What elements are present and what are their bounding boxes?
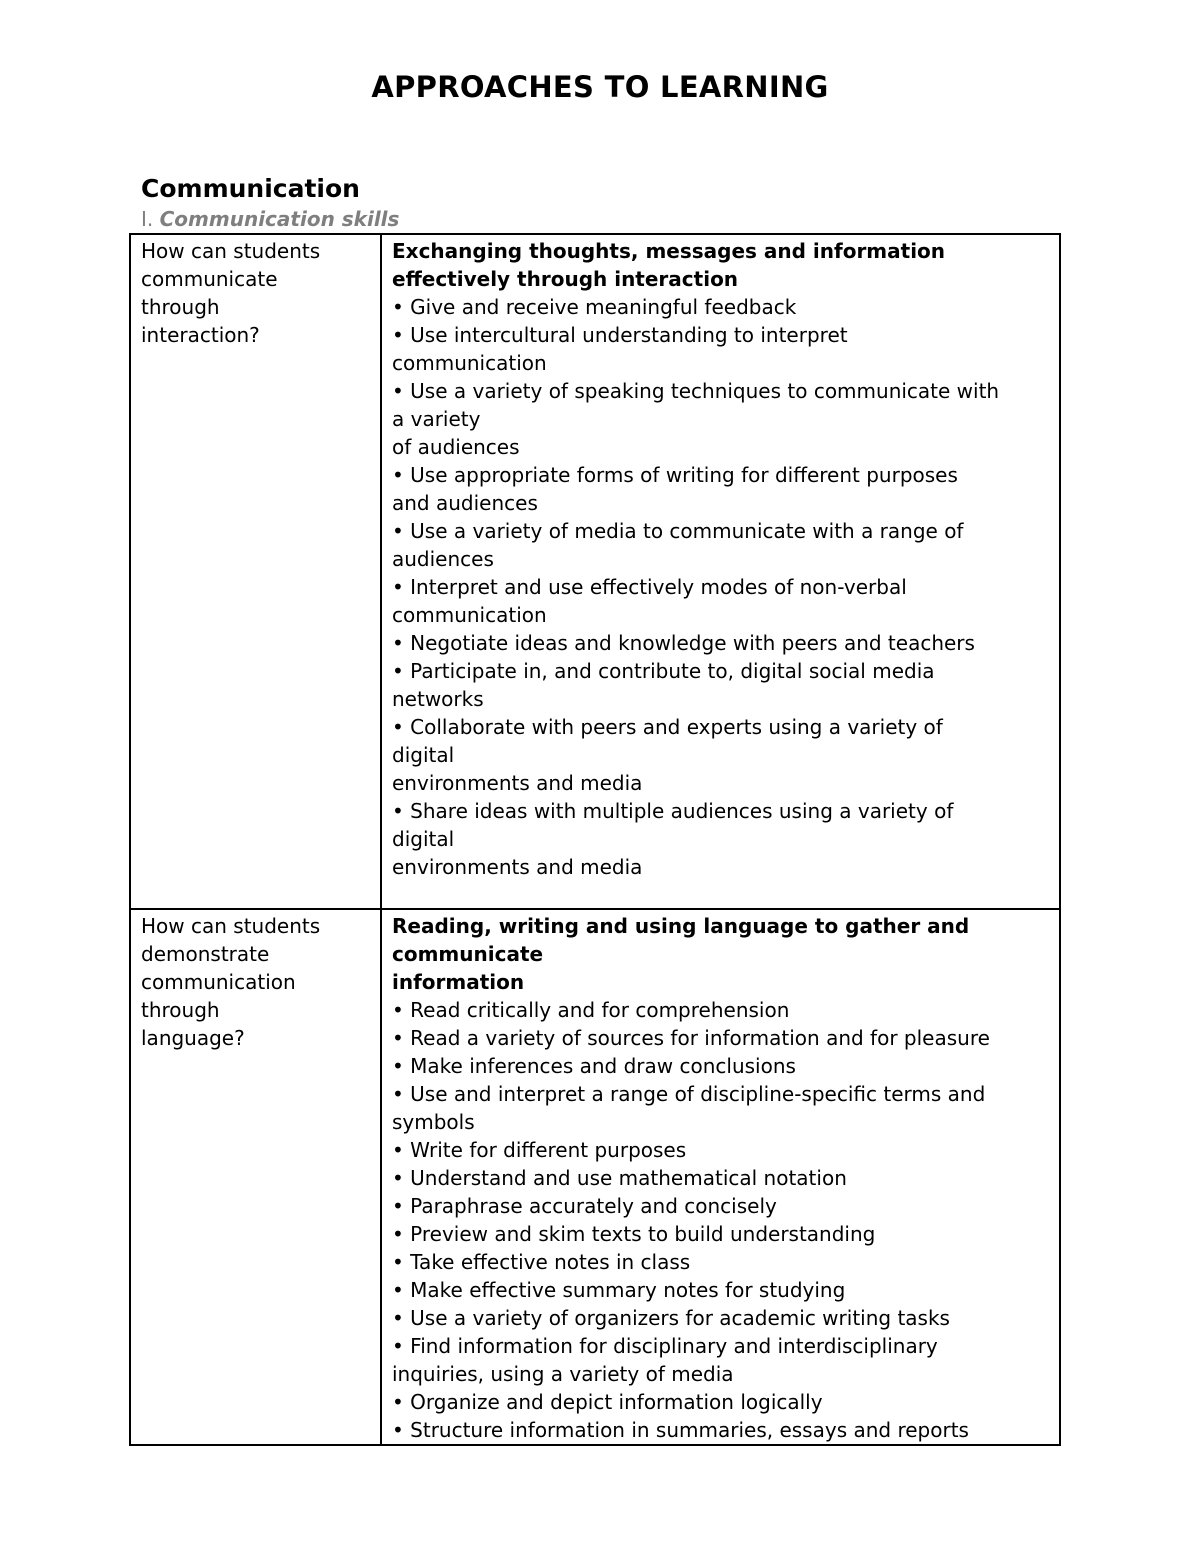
question-cell (130, 909, 381, 1445)
skill-line: • Structure information in summaries, essays and reports (392, 1418, 969, 1442)
page-title: APPROACHES TO LEARNING (371, 70, 829, 104)
subsection-number: I. (141, 207, 154, 231)
question-line: demonstrate (141, 942, 270, 966)
skill-line: communication (392, 603, 547, 627)
skill-line: a variety (392, 407, 481, 431)
skill-line: • Participate in, and contribute to, digital social media (392, 659, 935, 683)
question-line: communication (141, 970, 296, 994)
question-line: language? (141, 1026, 245, 1050)
skills-cell (381, 234, 1060, 909)
skill-line: • Use appropriate forms of writing for different purposes (392, 463, 958, 487)
skill-line: communication (392, 351, 547, 375)
skills-table (129, 233, 1061, 1446)
skill-line: • Share ideas with multiple audiences using a variety of (392, 799, 954, 823)
table-row (130, 909, 1060, 1445)
skill-line: • Use and interpret a range of discipline-specific terms and (392, 1082, 986, 1106)
skill-line: inquiries, using a variety of media (392, 1362, 734, 1386)
question-line: communicate (141, 267, 278, 291)
skill-line: • Interpret and use effectively modes of non-verbal (392, 575, 907, 599)
skill-line: • Use a variety of speaking techniques to communicate with (392, 379, 1000, 403)
subsection-heading (141, 207, 399, 231)
skill-line: environments and media (392, 771, 643, 795)
skill-line: • Make effective summary notes for studying (392, 1278, 846, 1302)
skill-line: environments and media (392, 855, 643, 879)
skill-line: • Write for different purposes (392, 1138, 687, 1162)
skill-heading: communicate (392, 942, 544, 966)
skill-line: • Use a variety of media to communicate with a range of (392, 519, 964, 543)
skill-line: • Read critically and for comprehension (392, 998, 790, 1022)
skill-line: • Give and receive meaningful feedback (392, 295, 797, 319)
skill-line: • Make inferences and draw conclusions (392, 1054, 796, 1078)
skill-line: • Use a variety of organizers for academic writing tasks (392, 1306, 950, 1330)
skill-line: • Read a variety of sources for information and for pleasure (392, 1026, 990, 1050)
skill-line: • Find information for disciplinary and interdisciplinary (392, 1334, 938, 1358)
skill-line: of audiences (392, 435, 520, 459)
question-line: through (141, 295, 220, 319)
skill-heading: information (392, 970, 525, 994)
subsection-label: Communication skills (159, 207, 400, 231)
skill-line: audiences (392, 547, 494, 571)
skills-cell (381, 909, 1060, 1445)
question-line: through (141, 998, 220, 1022)
skill-line: • Organize and depict information logically (392, 1390, 823, 1414)
skill-line: networks (392, 687, 484, 711)
question-cell (130, 234, 381, 909)
skill-line: • Paraphrase accurately and concisely (392, 1194, 777, 1218)
section-heading: Communication (141, 174, 360, 203)
skill-line: digital (392, 827, 455, 851)
skill-heading: effectively through interaction (392, 267, 739, 291)
skill-line: • Preview and skim texts to build understanding (392, 1222, 876, 1246)
question-line: How can students (141, 914, 321, 938)
question-line: How can students (141, 239, 321, 263)
skill-line: digital (392, 743, 455, 767)
skill-line: • Understand and use mathematical notation (392, 1166, 847, 1190)
table-row (130, 234, 1060, 909)
skill-line: and audiences (392, 491, 538, 515)
skill-line: • Use intercultural understanding to interpret (392, 323, 848, 347)
question-line: interaction? (141, 323, 260, 347)
skill-line: • Negotiate ideas and knowledge with peers and teachers (392, 631, 975, 655)
skill-line: • Collaborate with peers and experts using a variety of (392, 715, 943, 739)
skill-heading: Reading, writing and using language to gather and (392, 914, 970, 938)
skill-heading: Exchanging thoughts, messages and information (392, 239, 946, 263)
skill-line: symbols (392, 1110, 475, 1134)
skill-line: • Take effective notes in class (392, 1250, 691, 1274)
